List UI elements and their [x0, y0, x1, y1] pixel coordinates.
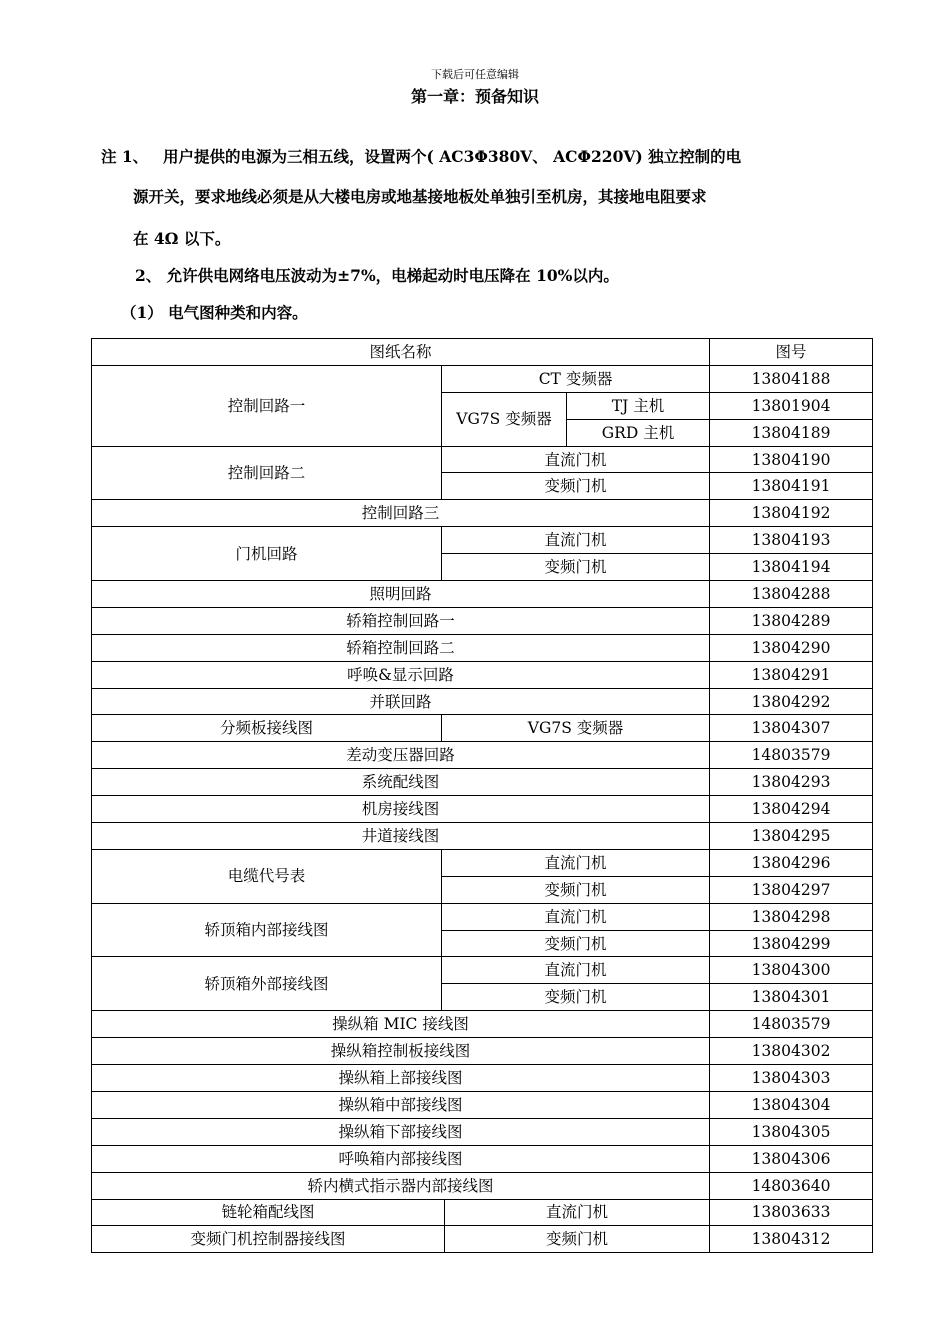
- row-sub-name: 直流门机: [442, 849, 710, 876]
- table-row: [92, 1065, 873, 1092]
- table-row: [92, 715, 873, 742]
- row-number: 14803579: [710, 1011, 873, 1038]
- table-row: [92, 1226, 873, 1253]
- note-1-line-2: 源开关，要求地线必须是从大楼电房或地基接地板处单独引至机房，其接地电阻要求: [133, 187, 707, 206]
- row-sub-sub-name: TJ 主机: [567, 392, 710, 419]
- table-row: [92, 849, 873, 876]
- row-number: 13804293: [710, 769, 873, 796]
- row-number: 13804303: [710, 1065, 873, 1092]
- row-name: 操纵箱控制板接线图: [92, 1038, 710, 1065]
- row-sub-name: 变频门机: [442, 984, 710, 1011]
- table-row: [92, 742, 873, 769]
- row-number: 13804193: [710, 527, 873, 554]
- row-name: 并联回路: [92, 688, 710, 715]
- row-number: 13803633: [710, 1199, 873, 1226]
- table-header-row: [92, 339, 873, 366]
- table-row: [92, 957, 873, 984]
- row-number: 13804304: [710, 1091, 873, 1118]
- note-1-text: 用户提供的电源为三相五线，设置两个( AC3Φ380V、 ACΦ220V) 独立控制的电: [163, 147, 742, 166]
- row-group-name: 门机回路: [92, 527, 442, 581]
- row-name: 差动变压器回路: [92, 742, 710, 769]
- row-number: 13804297: [710, 876, 873, 903]
- row-number: 14803640: [710, 1172, 873, 1199]
- row-number: 13804194: [710, 554, 873, 581]
- table-row: [92, 903, 873, 930]
- row-name: 轿内横式指示器内部接线图: [92, 1172, 710, 1199]
- table-row: [92, 1091, 873, 1118]
- row-name: 轿箱控制回路一: [92, 607, 710, 634]
- table-row: [92, 1172, 873, 1199]
- table-row: [92, 796, 873, 823]
- row-number: 13804296: [710, 849, 873, 876]
- table-row: [92, 527, 873, 554]
- row-sub-name: 直流门机: [442, 903, 710, 930]
- row-number: 13804191: [710, 473, 873, 500]
- table-row: [92, 634, 873, 661]
- row-sub-name: 变频门机: [445, 1226, 710, 1253]
- row-name: 系统配线图: [92, 769, 710, 796]
- table-row: [92, 581, 873, 608]
- row-group-name: 轿顶箱外部接线图: [92, 957, 442, 1011]
- row-number: 13804188: [710, 365, 873, 392]
- row-sub-name: VG7S 变频器: [442, 715, 710, 742]
- drawing-list-table: [91, 338, 873, 1253]
- row-name: 呼唤箱内部接线图: [92, 1145, 710, 1172]
- row-sub-name: 变频门机: [442, 554, 710, 581]
- row-number: 13804307: [710, 715, 873, 742]
- row-number: 13804306: [710, 1145, 873, 1172]
- row-name: 操纵箱中部接线图: [92, 1091, 710, 1118]
- row-number: 13804288: [710, 581, 873, 608]
- row-name: 操纵箱上部接线图: [92, 1065, 710, 1092]
- row-sub-name: CT 变频器: [442, 365, 710, 392]
- row-number: 13804295: [710, 823, 873, 850]
- row-number: 13804291: [710, 661, 873, 688]
- row-number: 13804301: [710, 984, 873, 1011]
- row-name: 井道接线图: [92, 823, 710, 850]
- table-row: [92, 823, 873, 850]
- row-sub-name: 直流门机: [442, 527, 710, 554]
- row-number: 13804305: [710, 1118, 873, 1145]
- table-row: [92, 1011, 873, 1038]
- note-1-line-3: 在 4Ω 以下。: [133, 229, 231, 248]
- row-name: 分频板接线图: [92, 715, 442, 742]
- row-number: 13804294: [710, 796, 873, 823]
- row-sub-name: 变频门机: [442, 876, 710, 903]
- row-name: 轿箱控制回路二: [92, 634, 710, 661]
- table-row: [92, 1145, 873, 1172]
- row-name: 控制回路三: [92, 500, 710, 527]
- row-number: 13804189: [710, 419, 873, 446]
- row-group-name: 电缆代号表: [92, 849, 442, 903]
- row-name: 呼唤&显示回路: [92, 661, 710, 688]
- table-row: [92, 1038, 873, 1065]
- row-number: 13804290: [710, 634, 873, 661]
- row-name: 机房接线图: [92, 796, 710, 823]
- row-group-name: 控制回路一: [92, 365, 442, 446]
- row-name: 操纵箱下部接线图: [92, 1118, 710, 1145]
- row-sub-name: 直流门机: [445, 1199, 710, 1226]
- row-sub-name: 变频门机: [442, 930, 710, 957]
- row-name: 链轮箱配线图: [92, 1199, 445, 1226]
- note-1-label: 注 1、: [101, 147, 149, 166]
- table-row: [92, 446, 873, 473]
- row-name: 操纵箱 MIC 接线图: [92, 1011, 710, 1038]
- row-number: 14803579: [710, 742, 873, 769]
- table-row: [92, 769, 873, 796]
- row-number: 13804289: [710, 607, 873, 634]
- row-number: 13804292: [710, 688, 873, 715]
- row-sub-name: 直流门机: [442, 446, 710, 473]
- row-number: 13804192: [710, 500, 873, 527]
- table-row: [92, 1118, 873, 1145]
- table-row: [92, 500, 873, 527]
- download-note: 下载后可任意编辑: [431, 68, 519, 81]
- table-row: [92, 607, 873, 634]
- table-row: [92, 365, 873, 392]
- row-group-name: 控制回路二: [92, 446, 442, 500]
- row-name: 照明回路: [92, 581, 710, 608]
- row-number: 13801904: [710, 392, 873, 419]
- row-group-name: 轿顶箱内部接线图: [92, 903, 442, 957]
- row-sub-name: 变频门机: [442, 473, 710, 500]
- item-1-heading: （1） 电气图种类和内容。: [121, 303, 308, 322]
- table-row: [92, 688, 873, 715]
- row-number: 13804298: [710, 903, 873, 930]
- header-drawing-number: 图号: [710, 339, 873, 366]
- row-number: 13804312: [710, 1226, 873, 1253]
- note-1-line-1: [101, 147, 861, 167]
- row-sub-sub-name: GRD 主机: [567, 419, 710, 446]
- chapter-title: 第一章：预备知识: [410, 87, 539, 106]
- row-sub-name: VG7S 变频器: [442, 392, 567, 446]
- row-number: 13804299: [710, 930, 873, 957]
- row-number: 13804302: [710, 1038, 873, 1065]
- header-drawing-name: 图纸名称: [92, 339, 710, 366]
- table-row: [92, 1199, 873, 1226]
- table-row: [92, 661, 873, 688]
- row-number: 13804190: [710, 446, 873, 473]
- row-number: 13804300: [710, 957, 873, 984]
- note-2: 2、 允许供电网络电压波动为±7%，电梯起动时电压降在 10%以内。: [135, 266, 619, 285]
- row-sub-name: 直流门机: [442, 957, 710, 984]
- row-name: 变频门机控制器接线图: [92, 1226, 445, 1253]
